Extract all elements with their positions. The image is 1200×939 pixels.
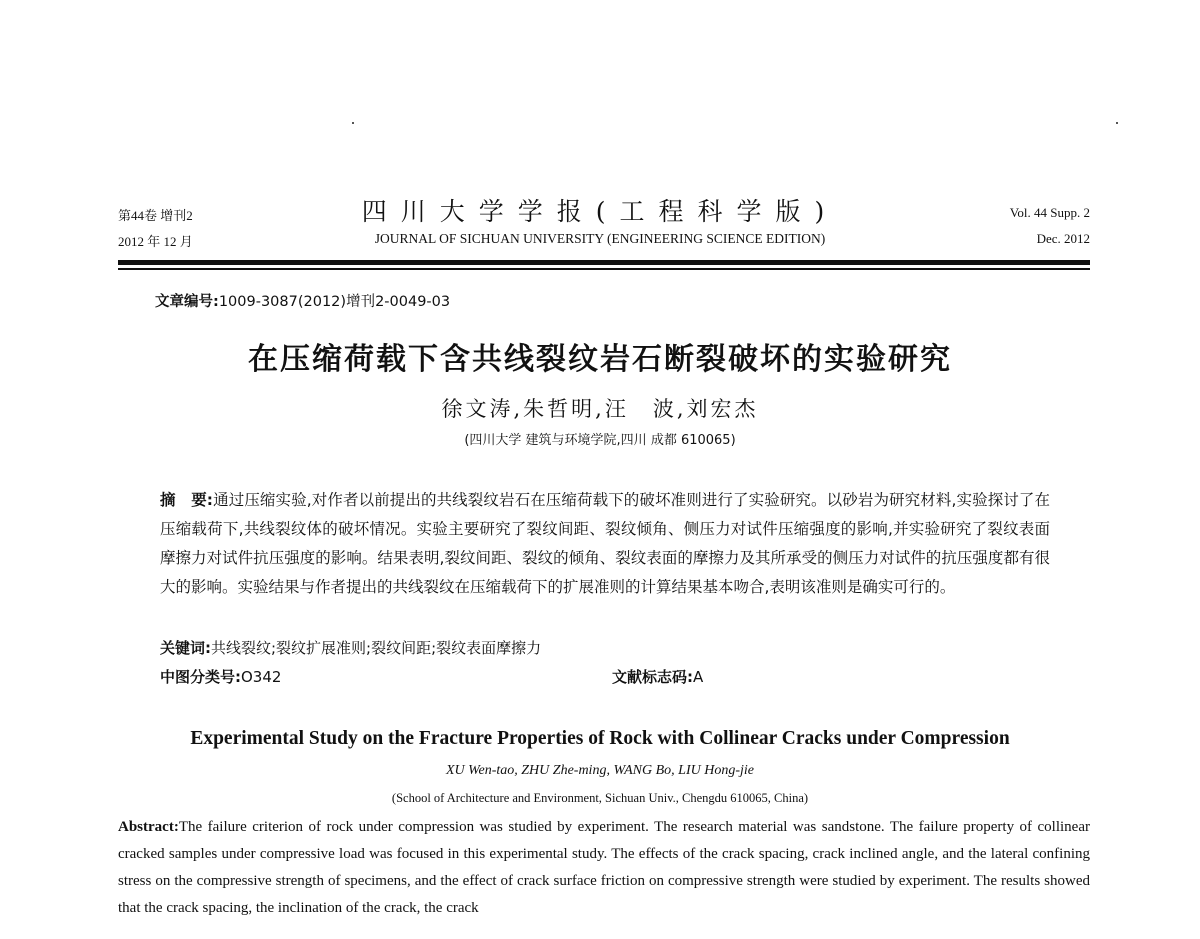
- article-number: [155, 290, 450, 311]
- keywords-cn-label: 关键词:: [160, 639, 211, 657]
- header-date-cn: 2012 年 12 月: [118, 234, 193, 249]
- header-rule-thick: [118, 260, 1090, 265]
- paper-title-en: Experimental Study on the Fracture Properties of Rock with Collinear Cracks under Compression: [190, 728, 1010, 749]
- abstract-en-text: The failure criterion of rock under compression was studied by experiment. The research material was sandstone. The failure property of collinear cracked samples under compressive load was focused in this experimental study. The effects of the crack spacing, crack inclined angle, and the lateral confining stress on the compressive strength of specimens, and the effect of crack surface friction on compressive strength were studied by experiment. The results showed that the crack spacing, the inclination of the crack, the crack: [118, 819, 1090, 916]
- scan-speck: [352, 122, 354, 124]
- abstract-cn: [160, 486, 1050, 602]
- classification-label: 中图分类号:: [160, 668, 241, 686]
- article-number-label: 文章编号:: [155, 294, 219, 310]
- classification-value: O342: [241, 668, 282, 686]
- document-code-value: A: [693, 668, 704, 686]
- authors-cn: 徐文涛,朱哲明,汪 波,刘宏杰: [441, 397, 759, 421]
- journal-title-cn: 四川大学学报(工程科学版): [361, 197, 839, 226]
- affiliation-cn: (四川大学 建筑与环境学院,四川 成都 610065): [464, 433, 736, 448]
- document-code-label: 文献标志码:: [612, 668, 693, 686]
- header-rule-thin: [118, 268, 1090, 270]
- document-code: [612, 666, 703, 687]
- journal-title-en: JOURNAL OF SICHUAN UNIVERSITY (ENGINEERING SCIENCE EDITION): [374, 231, 826, 246]
- abstract-cn-text: 通过压缩实验,对作者以前提出的共线裂纹岩石在压缩荷载下的破坏准则进行了实验研究。以砂岩为研究材料,实验探讨了在压缩载荷下,共线裂纹体的破坏情况。实验主要研究了裂纹间距、裂纹倾角、侧压力对试件压缩强度的影响,并实验研究了裂纹表面摩擦力对试件抗压强度的影响。结果表明,裂纹间距、裂纹的倾角、裂纹表面的摩擦力及其所承受的侧压力对试件的抗压强度都有很大的影响。实验结果与作者提出的共线裂纹在压缩载荷下的扩展准则的计算结果基本吻合,表明该准则是确实可行的。: [160, 491, 1051, 596]
- header-date-en: Dec. 2012: [1036, 231, 1090, 246]
- authors-en: XU Wen-tao, ZHU Zhe-ming, WANG Bo, LIU Hong-jie: [445, 763, 755, 778]
- abstract-en-label: Abstract:: [118, 819, 179, 835]
- keywords-cn: [160, 637, 541, 658]
- header-volume-cn: 第44卷 增刊2: [118, 208, 193, 223]
- article-number-value: 1009-3087(2012)增刊2-0049-03: [218, 294, 451, 310]
- keywords-cn-text: 共线裂纹;裂纹扩展准则;裂纹间距;裂纹表面摩擦力: [211, 639, 542, 657]
- header-volume-en: Vol. 44 Supp. 2: [1009, 205, 1090, 220]
- affiliation-en: (School of Architecture and Environment, Sichuan Univ., Chengdu 610065, China): [391, 791, 809, 805]
- abstract-cn-label: 摘 要:: [160, 491, 214, 509]
- paper-title-cn: 在压缩荷载下含共线裂纹岩石断裂破坏的实验研究: [248, 342, 952, 377]
- scan-speck: [1116, 122, 1118, 124]
- abstract-en: [118, 814, 1090, 922]
- classification: [160, 666, 281, 687]
